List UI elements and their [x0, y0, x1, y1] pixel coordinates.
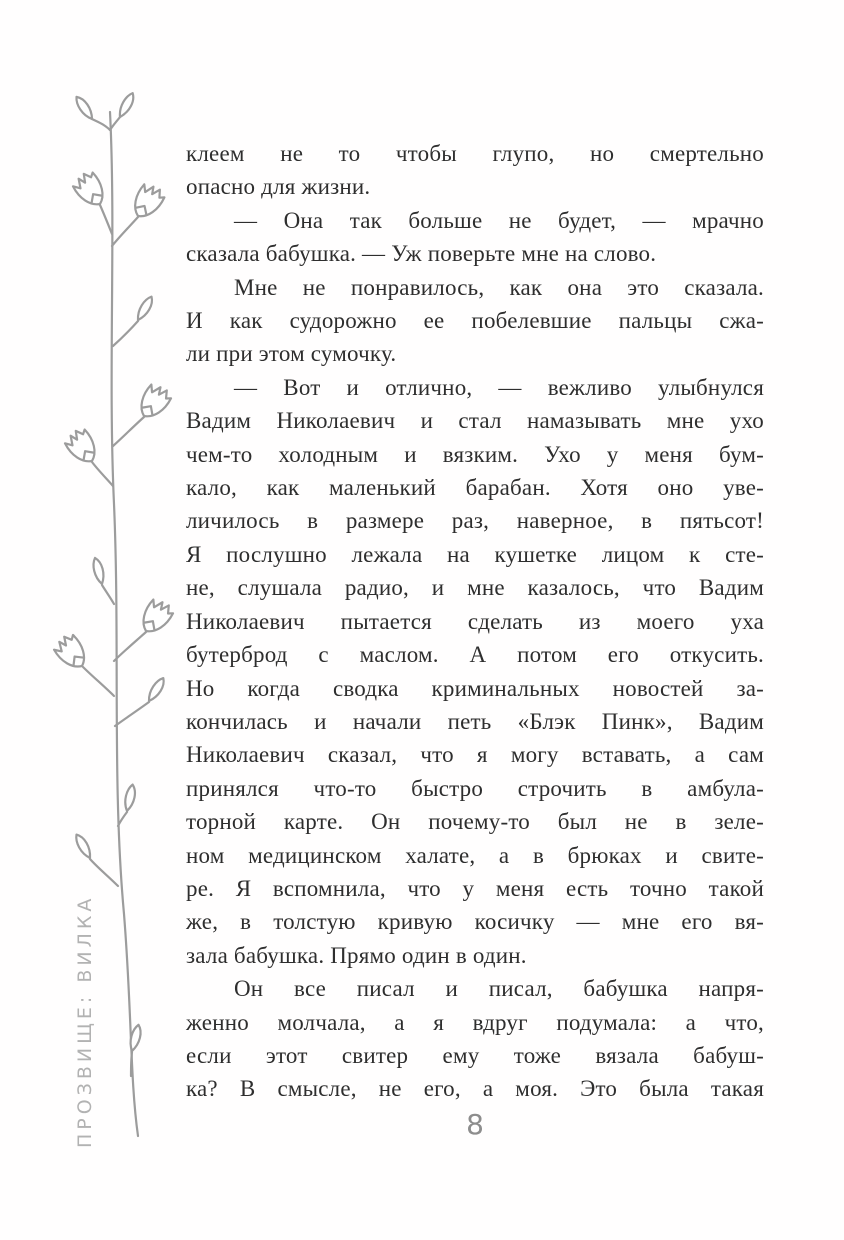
- text-line: же, в толстую кривую косичку — мне его вя-: [186, 909, 764, 935]
- text-line: ном медицинском халате, а в брюках и свите-: [186, 842, 764, 868]
- flower-branch-illustration: [52, 84, 176, 1148]
- text-line: Николаевич сказал, что я могу вставать, а сам: [186, 742, 764, 768]
- text-line: сказала бабушка. — Уж поверьте мне на слово.: [186, 241, 657, 267]
- text-line: кончилась и начали петь «Блэк Пинк», Вадим: [186, 708, 764, 734]
- text-line: не, слушала радио, и мне казалось, что Вадим: [186, 575, 764, 601]
- text-line: ка? В смысле, не его, а моя. Это была такая: [186, 1076, 764, 1102]
- text-line: Мне не понравилось, как она это сказала.: [234, 274, 764, 300]
- paragraph: [186, 204, 764, 271]
- text-line: — Вот и отлично, — вежливо улыбнулся: [234, 374, 764, 400]
- text-line: ли при этом сумочку.: [186, 341, 397, 367]
- margin-vertical-label: ПРОЗВИЩЕ: ВИЛКА: [74, 894, 96, 1148]
- text-line: бутерброд с маслом. А потом его откусить.: [186, 642, 764, 668]
- text-line: торной карте. Он почему-то был не в зеле-: [186, 809, 764, 835]
- text-line: Вадим Николаевич и стал намазывать мне ухо: [186, 408, 764, 434]
- text-line: если этот свитер ему тоже вязала бабуш-: [186, 1042, 764, 1068]
- text-line: принялся что-то быстро строчить в амбула-: [186, 775, 764, 801]
- text-line: женно молчала, а я вдруг подумала: а что,: [186, 1009, 764, 1035]
- paragraph: [186, 972, 764, 1106]
- branch-drawing-svg: [52, 84, 176, 1148]
- text-line: личилось в размере раз, наверное, в пятьсот!: [186, 508, 764, 534]
- text-line: чем-то холодным и вязким. Ухо у меня бум-: [186, 441, 764, 467]
- text-line: И как судорожно ее побелевшие пальцы сжа-: [186, 308, 764, 334]
- text-column: [186, 137, 764, 1106]
- page-number: 8: [466, 1108, 484, 1141]
- paragraph: [186, 271, 764, 371]
- text-line: Он все писал и писал, бабушка напря-: [234, 976, 764, 1002]
- text-line: клеем не то чтобы глупо, но смертельно: [186, 141, 764, 166]
- text-line: ре. Я вспомнила, что у меня есть точно такой: [186, 875, 764, 901]
- paragraph: [186, 137, 764, 204]
- text-line: опасно для жизни.: [186, 174, 371, 200]
- text-line: Николаевич пытается сделать из моего уха: [186, 608, 764, 634]
- text-line: зала бабушка. Прямо один в один.: [186, 942, 527, 968]
- paragraph: [186, 371, 764, 972]
- text-line: — Она так больше не будет, — мрачно: [234, 207, 764, 233]
- text-line: Но когда сводка криминальных новостей за-: [186, 675, 764, 701]
- text-line: кало, как маленький барабан. Хотя оно уве-: [186, 475, 764, 501]
- text-line: Я послушно лежала на кушетке лицом к сте-: [186, 541, 764, 567]
